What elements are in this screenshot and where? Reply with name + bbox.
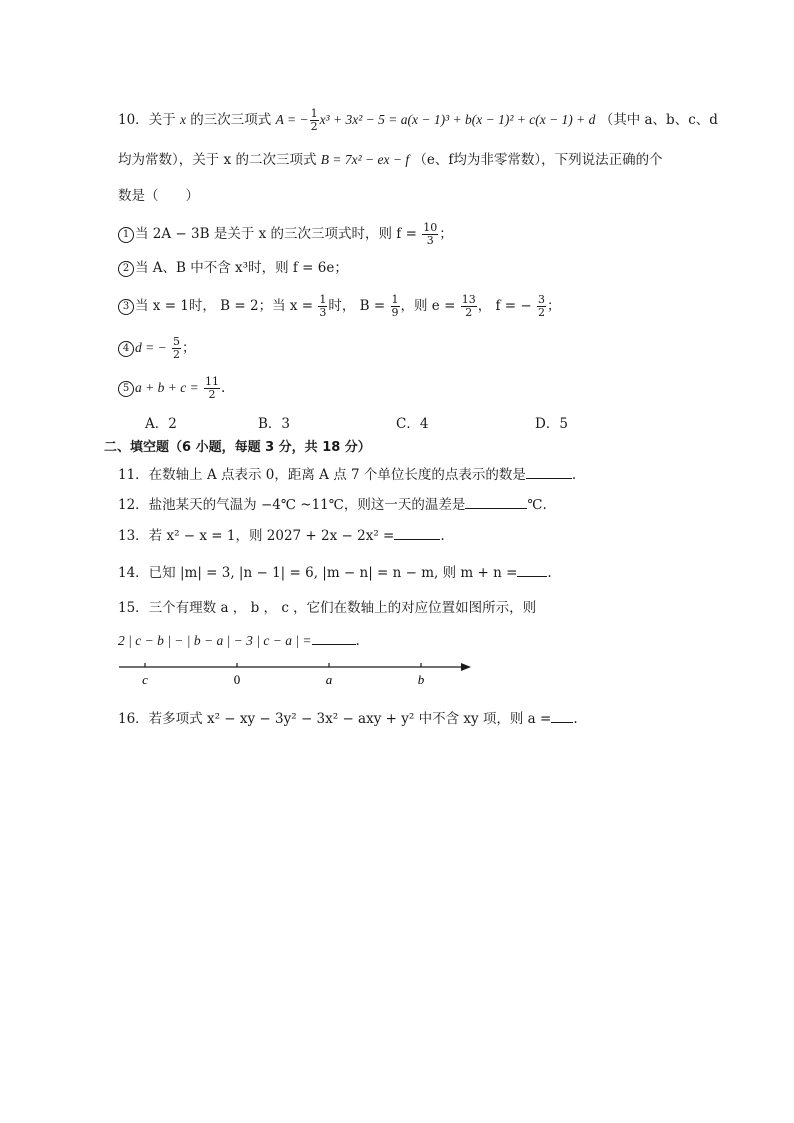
label-c: c — [142, 672, 148, 687]
q11-text: 11．在数轴上 A 点表示 0，距离 A 点 7 个单位长度的点表示的数是 — [118, 467, 526, 483]
q10-text: 关于 — [148, 112, 176, 128]
item-text: d = − — [135, 340, 167, 355]
q11 — [118, 464, 576, 485]
q15-end: . — [355, 633, 360, 649]
q10-item-1 — [118, 222, 453, 247]
q13-end: . — [440, 528, 445, 544]
label-0: 0 — [233, 672, 241, 687]
q15-line1 — [118, 598, 536, 618]
answer-blank — [394, 525, 440, 540]
fraction: $\frac{10}{3}$ — [423, 221, 438, 247]
q15-expr: 2 | c − b | − | b − a | − 3 | c − a | = — [118, 633, 312, 648]
q10-text: （e、f均为非零常数），下列说法正确的个 — [413, 152, 663, 168]
fraction: $\frac{1}{9}$ — [391, 293, 399, 319]
q13-text: 13．若 x² − x = 1，则 2027 + 2x − 2x² = — [118, 528, 395, 544]
item-text: ， f = − — [477, 298, 532, 314]
fraction: $\frac{3}{2}$ — [538, 293, 545, 319]
q10-text: （其中 a、b、c、d — [599, 112, 718, 128]
q10-expr-a: A = − — [275, 112, 309, 127]
answer-blank — [551, 708, 573, 723]
fraction: $\frac{11}{2}$ — [205, 375, 219, 401]
item-text: 当 2A − 3B 是关于 x 的三次三项式时，则 f = — [135, 226, 417, 242]
item-text: ，则 e = — [400, 298, 456, 314]
q12-end: ℃. — [527, 497, 547, 513]
q15-text: 15．三个有理数 a ， b ， c ，它们在数轴上的对应位置如图所示，则 — [118, 600, 537, 616]
q16-text: 16．若多项式 x² − xy − 3y² − 3x² − axy + y² 中不含 xy 项，则 a = — [118, 711, 552, 727]
q10-text: 均为常数），关于 x 的二次三项式 — [118, 152, 317, 168]
q10-item-5 — [118, 376, 225, 401]
q10-line1 — [118, 108, 718, 133]
q14-end: . — [547, 565, 552, 581]
q10-var: x — [179, 112, 186, 127]
item-text: 当 x = 1时， B = 2；当 x = — [135, 298, 314, 314]
q15-line2 — [118, 630, 360, 651]
circled-number: 4 — [118, 341, 134, 357]
fraction: $\frac{13}{2}$ — [461, 293, 476, 319]
option-c: C．4 — [396, 416, 429, 432]
q16-end: . — [573, 711, 578, 727]
answer-blank — [517, 562, 547, 577]
answer-blank — [312, 630, 356, 645]
q10-expr-b: B = 7x² − ex − f — [320, 152, 410, 167]
item-text: 当 A、B 中不含 x³时，则 f = 6e； — [135, 260, 348, 276]
q10-line3 — [118, 186, 199, 206]
item-text: ； — [182, 340, 196, 356]
q12 — [118, 494, 547, 515]
item-text: ； — [547, 298, 561, 314]
answer-blank — [526, 464, 572, 479]
q13 — [118, 525, 445, 546]
circled-number: 1 — [118, 227, 134, 243]
fraction: $\frac{5}{2}$ — [173, 335, 181, 361]
q10-number: 10． — [118, 112, 149, 128]
q14-text: 14．已知 |m| = 3, |n − 1| = 6, |m − n| = n − m, 则 m + n = — [118, 565, 518, 581]
item-text: ； — [439, 226, 453, 242]
item-text: a + b + c = — [135, 380, 199, 395]
number-line — [115, 655, 480, 691]
q10-text: 数是（ ） — [118, 188, 199, 204]
q12-text: 12．盐池某天的气温为 −4℃ ~11℃，则这一天的温差是 — [118, 497, 466, 513]
q10-line2 — [118, 150, 663, 170]
item-text: 时， B = — [328, 298, 386, 314]
q16 — [118, 708, 578, 729]
q10-item-2 — [118, 258, 348, 278]
label-a: a — [325, 672, 333, 687]
answer-blank — [465, 494, 527, 509]
q10-expr-a-rest: x³ + 3x² − 5 = a(x − 1)³ + b(x − 1)² + c(x − 1) + d — [319, 112, 596, 127]
section-heading: 二、填空题（6 小题，每题 3 分，共 18 分） — [104, 440, 371, 455]
label-b: b — [417, 672, 425, 687]
circled-number: 2 — [118, 261, 134, 277]
fraction: $\frac{1}{2}$ — [310, 107, 318, 133]
item-text: . — [221, 380, 226, 396]
circled-number: 3 — [118, 299, 134, 315]
q14 — [118, 562, 552, 583]
fraction: $\frac{1}{3}$ — [319, 293, 327, 319]
q10-text: 的三次三项式 — [190, 112, 272, 128]
circled-number: 5 — [118, 381, 134, 397]
q11-end: . — [571, 467, 577, 483]
option-a: A．2 — [145, 416, 177, 432]
q10-item-4 — [118, 336, 196, 361]
option-b: B．3 — [258, 416, 291, 432]
q10-item-3 — [118, 294, 561, 319]
arrow-head-icon — [461, 663, 471, 671]
option-d: D．5 — [535, 416, 568, 432]
